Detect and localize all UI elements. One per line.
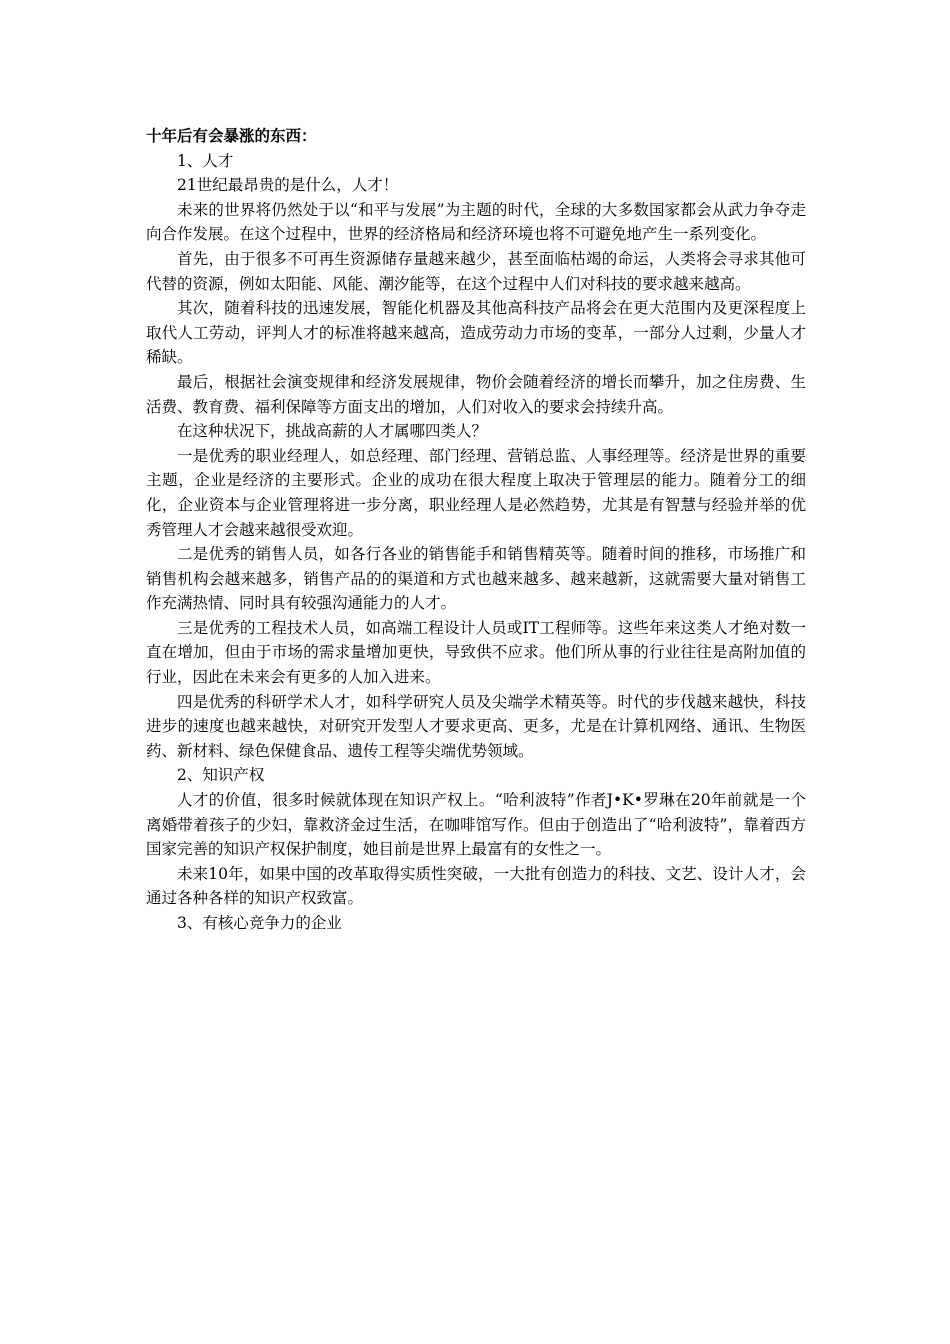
paragraph: 未来10年，如果中国的改革取得实质性突破，一大批有创造力的科技、文艺、设计人才，会通过各种各样的知识产权致富。 xyxy=(146,864,806,908)
paragraph: 其次，随着科技的迅速发展，智能化机器及其他高科技产品将会在更大范围内及更深程度上取代人工劳动，评判人才的标准将越来越高，造成劳动力市场的变革，一部分人过剩，少量人才稀缺。 xyxy=(146,299,806,367)
section-heading-talent: 1、人才 xyxy=(177,151,234,170)
section-heading-enterprise: 3、有核心竞争力的企业 xyxy=(177,914,342,932)
paragraph: 三是优秀的工程技术人员，如高端工程设计人员或IT工程师等。这些年来这类人才绝对数一直在增加，但由于市场的需求量增加更快，导致供不应求。他们所从事的行业往往是高附加值的行业，因此在未来会有更多的人加入进来。 xyxy=(146,618,806,687)
paragraph: 未来的世界将仍然处于以“和平与发展”为主题的时代，全球的大多数国家都会从武力争夺走向合作发展。在这个过程中，世界的经济格局和经济环境也将不可避免地产生一系列变化。 xyxy=(146,200,806,244)
paragraph: 首先，由于很多不可再生资源储存量越来越少，甚至面临枯竭的命运，人类将会寻求其他可代替的资源，例如太阳能、风能、潮汐能等，在这个过程中人们对科技的要求越来越高。 xyxy=(146,249,806,293)
paragraph: 人才的价值，很多时候就体现在知识产权上。“哈利波特”作者J•K•罗琳在20年前就是一个离婚带着孩子的少妇，靠救济金过生活，在咖啡馆写作。但由于创造出了“哈利波特”，靠着西方国家完善的知识产权保护制度，她目前是世界上最富有的女性之一。 xyxy=(146,791,806,859)
paragraph: 四是优秀的科研学术人才，如科学研究人员及尖端学术精英等。时代的步伐越来越快，科技进步的速度也越来越快，对研究开发型人才要求更高、更多，尤是在计算机网络、通讯、生物医药、新材料、绿色保健食品、遗传工程等尖端优势领域。 xyxy=(146,692,806,760)
document-page xyxy=(146,124,806,936)
section-heading-ip: 2、知识产权 xyxy=(177,766,265,785)
paragraph: 最后，根据社会演变规律和经济发展规律，物价会随着经济的增长而攀升，加之住房费、生活费、教育费、福利保障等方面支出的增加，人们对收入的要求会持续升高。 xyxy=(146,372,806,416)
document-title: 十年后有会暴涨的东西： xyxy=(146,127,317,145)
paragraph: 二是优秀的销售人员，如各行各业的销售能手和销售精英等。随着时间的推移，市场推广和销售机构会越来越多，销售产品的的渠道和方式也越来越多、越来越新，这就需要大量对销售工作充满热情、同时具有较强沟通能力的人才。 xyxy=(146,545,806,613)
paragraph: 21世纪最昂贵的是什么，人才！ xyxy=(177,176,399,195)
paragraph: 一是优秀的职业经理人，如总经理、部门经理、营销总监、人事经理等。经济是世界的重要主题，企业是经济的主要形式。企业的成功在很大程度上取决于管理层的能力。随着分工的细化，企业资本与企业管理将进一步分离，职业经理人是必然趋势，尤其是有智慧与经验并举的优秀管理人才会越来越很受欢迎。 xyxy=(146,446,806,539)
paragraph: 在这种状况下，挑战高薪的人才属哪四类人？ xyxy=(177,422,488,441)
